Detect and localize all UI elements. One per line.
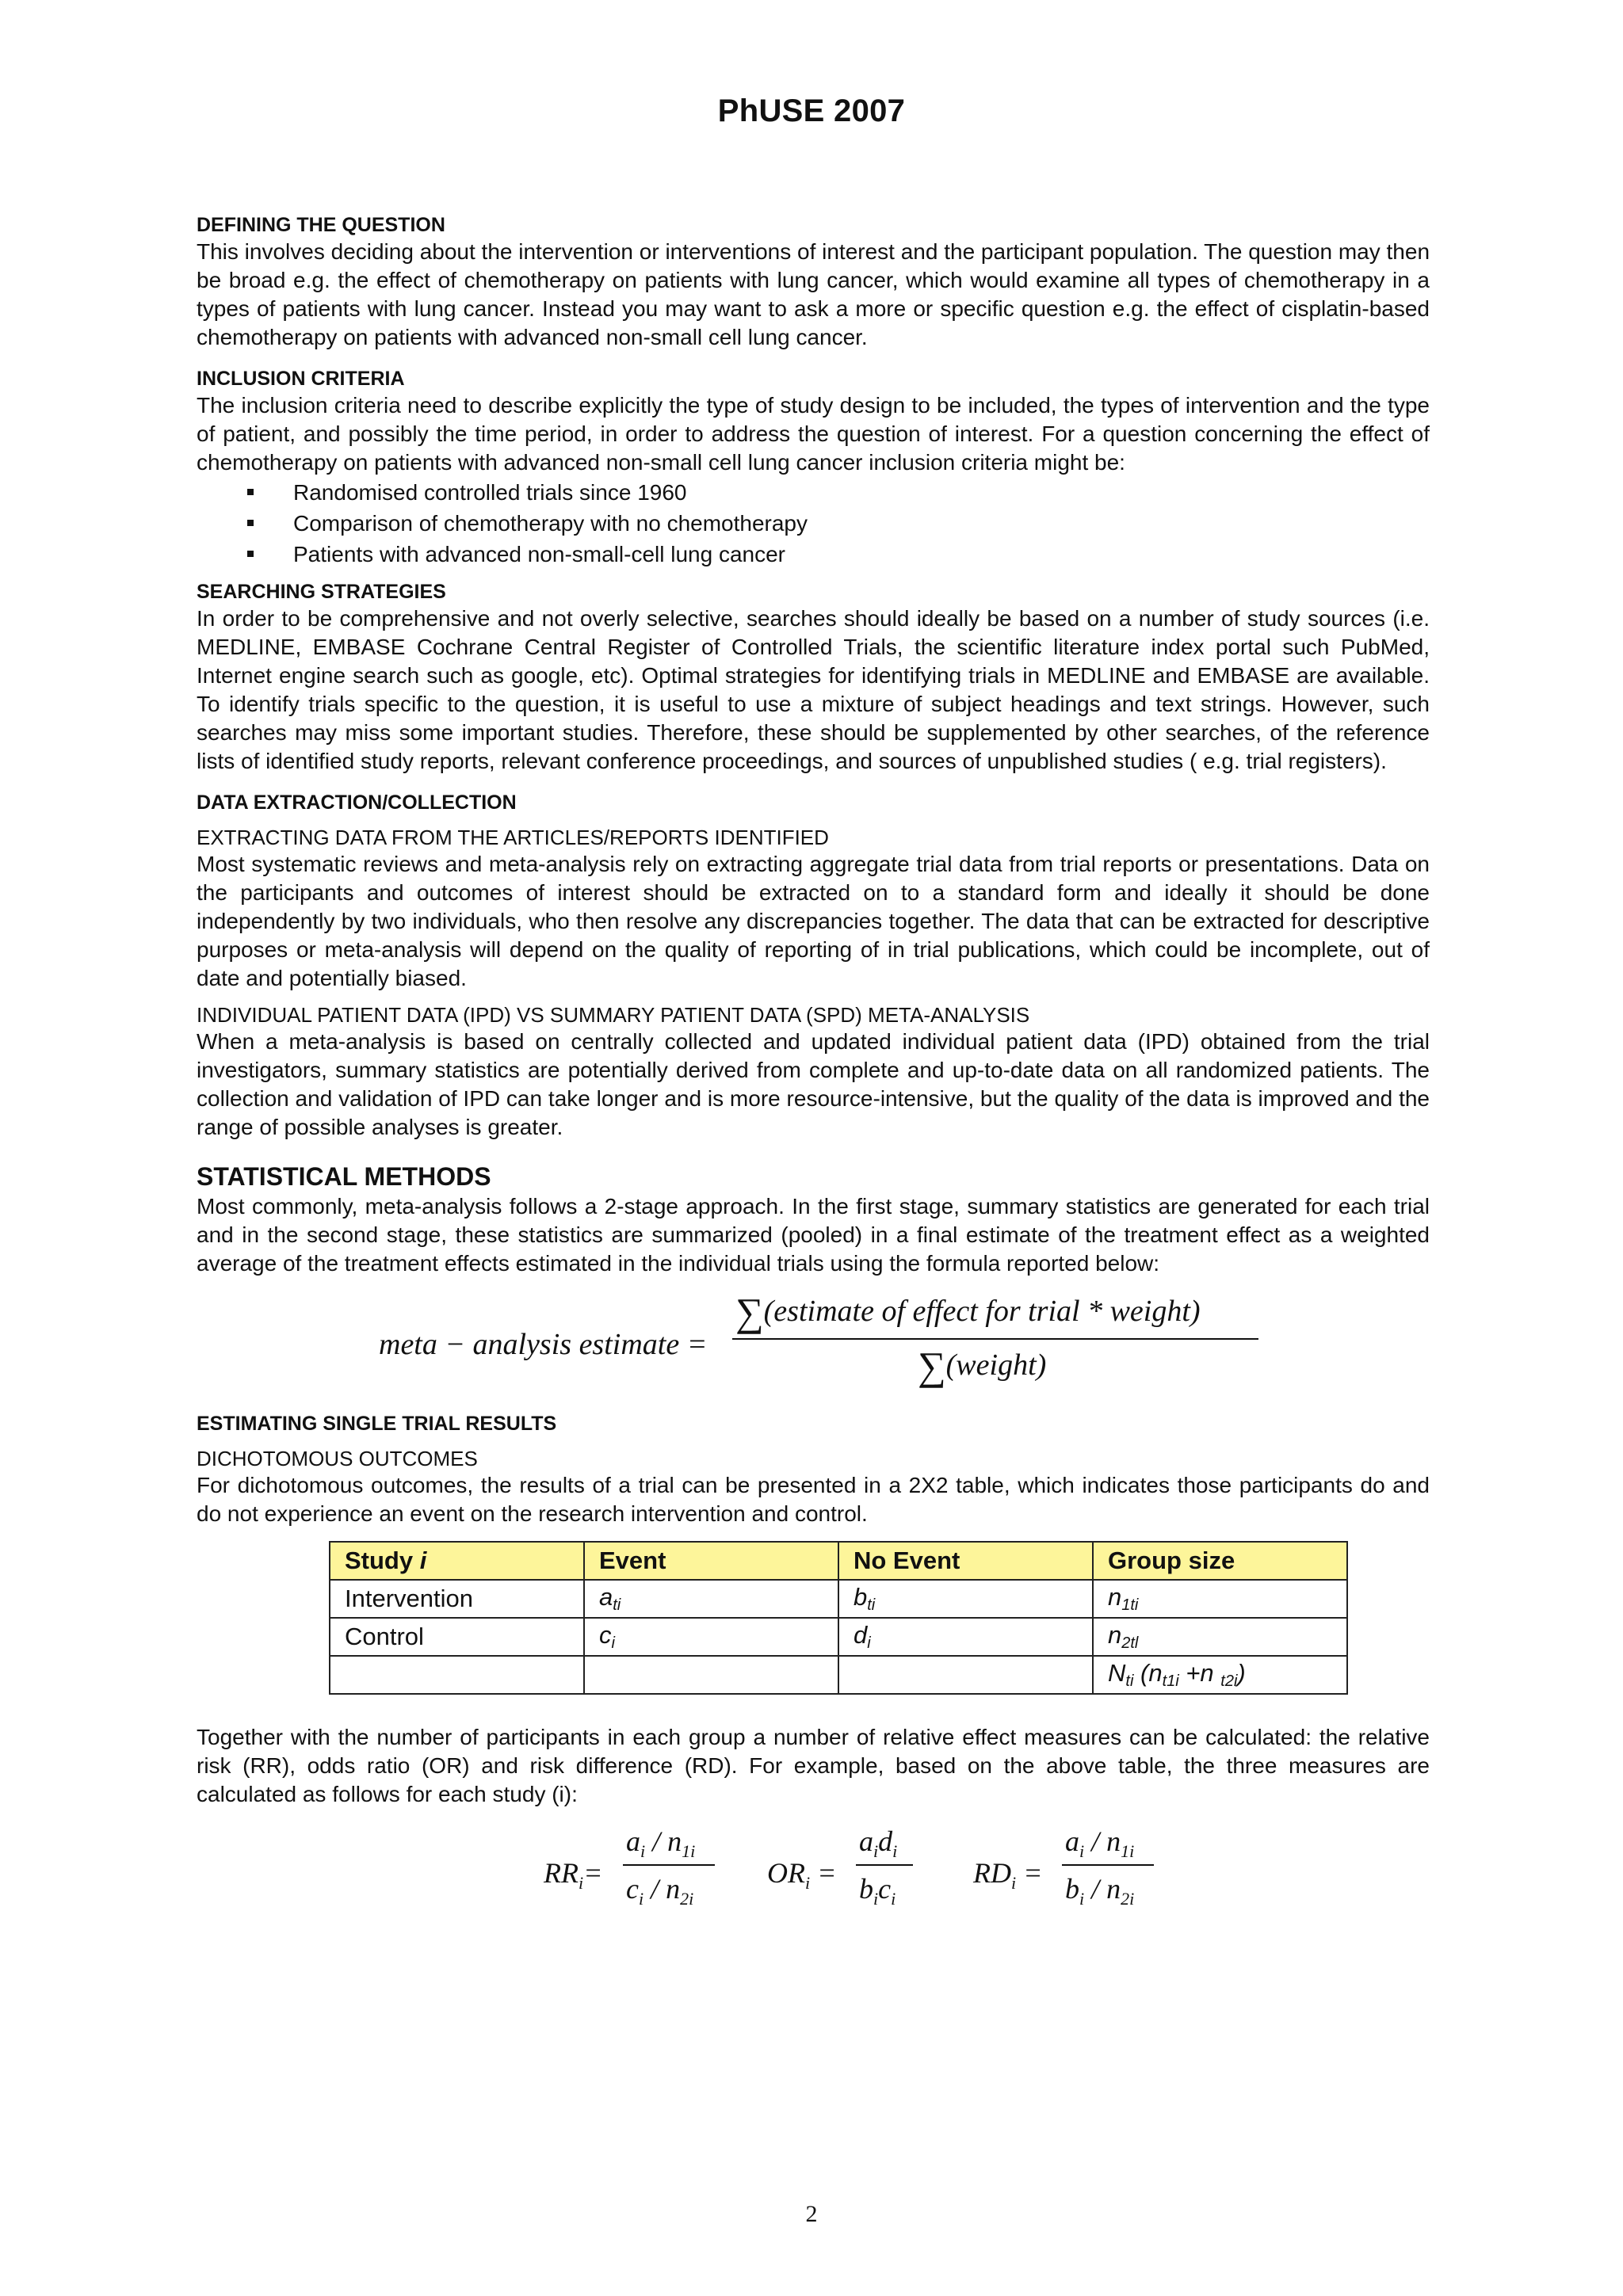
cell-event: $a_{ti}$ <box>584 1580 838 1618</box>
page-number: 2 <box>805 2201 818 2227</box>
paragraph-extracting-data: Most systematic reviews and meta-analysis rely on extracting aggregate trial data from trial reports or presentations. Data on the participants and outcomes of interest should be extracted on to a standard form and ideally it should be done independently by two individuals, who then resolve any discrepancies together. The data that can be extracted for descriptive purposes or meta-analysis will depend on the quality of reporting of in trial publications, which could be incomplete, out of date and potentially biased. <box>197 852 1430 990</box>
cell-event: $c_i$ <box>584 1618 838 1656</box>
paragraph-inclusion-criteria: The inclusion criteria need to describe explicitly the type of study design to be included, the types of intervention and the type of patient, and possibly the time period, in order to address the question of interest. For a question concerning the effect of chemotherapy on patients with advanced non-small cell lung cancer inclusion criteria might be: <box>197 393 1430 475</box>
meta-analysis-formula <box>197 1289 1430 1400</box>
table-row <box>330 1656 1347 1694</box>
empty-cell <box>584 1656 838 1694</box>
page-header-title: PhUSE 2007 <box>717 93 906 128</box>
subheading-extracting-data: EXTRACTING DATA FROM THE ARTICLES/REPORTS IDENTIFIED <box>197 826 829 849</box>
table-header-row <box>330 1542 1347 1580</box>
formula-lhs: meta − analysis estimate = <box>379 1328 708 1361</box>
heading-searching-strategies: SEARCHING STRATEGIES <box>197 581 446 603</box>
cell-group-size: $n_{1ti}$ <box>1093 1580 1347 1618</box>
sigma-symbol: ∑ <box>735 1290 764 1334</box>
paragraph-ipd-vs-spd: When a meta-analysis is based on centrally collected and updated individual patient data (IPD) obtained from the trial investigators, summary statistics are potentially derived from complete and up-to-date data on all randomized patients. The collection and validation of IPD can take longer and is more resource-intensive, but the quality of the data is improved and the range of possible analyses is greater. <box>197 1029 1430 1139</box>
header-study: Study i <box>330 1542 584 1580</box>
empty-cell <box>330 1656 584 1694</box>
list-item: Comparison of chemotherapy with no chemotherapy <box>244 508 1430 539</box>
paragraph-dichotomous-outcomes: For dichotomous outcomes, the results of a trial can be presented in a 2X2 table, which indicates those participants do and do not experience an event on the research intervention and control. <box>197 1473 1430 1526</box>
row-label: Control <box>330 1618 584 1656</box>
paragraph-effect-measures: Together with the number of participants in each group a number of relative effect measures can be calculated: the relative risk (RR), odds ratio (OR) and risk difference (RD). For example, based on the above table, the three measures are calculated as follows for each study (i): <box>197 1725 1430 1806</box>
paragraph-defining-question: This involves deciding about the intervention or interventions of interest and the participant population. The question may then be broad e.g. the effect of chemotherapy on patients with lung cancer, which would examine all types of chemotherapy in a types of patients with lung cancer. Instead you may want to ask a more or specific question e.g. the effect of cisplatin-based chemotherapy on patients with advanced non-small cell lung cancer. <box>197 239 1430 349</box>
sigma-symbol: ∑ <box>918 1344 946 1388</box>
inclusion-bullet-list <box>197 477 1430 570</box>
document-body <box>197 212 1430 1929</box>
list-item: Randomised controlled trials since 1960 <box>244 477 1430 508</box>
paragraph-statistical-methods: Most commonly, meta-analysis follows a 2-stage approach. In the first stage, summary statistics are generated for each trial and in the second stage, these statistics are summarized (pooled) in a final estimate of the treatment effect as a weighted average of the treatment effects estimated in the individual trials using the formula reported below: <box>197 1194 1430 1276</box>
cell-no-event: $d_i$ <box>838 1618 1093 1656</box>
subheading-ipd-vs-spd: INDIVIDUAL PATIENT DATA (IPD) VS SUMMARY PATIENT DATA (SPD) META-ANALYSIS <box>197 1003 1030 1027</box>
heading-data-extraction: DATA EXTRACTION/COLLECTION <box>197 791 517 814</box>
heading-defining-question: DEFINING THE QUESTION <box>197 214 445 236</box>
heading-inclusion-criteria: INCLUSION CRITERIA <box>197 368 405 390</box>
table-row <box>330 1618 1347 1656</box>
formula-numerator: ∑(estimate of effect for trial * weight) <box>735 1290 1201 1334</box>
header-group-size: Group size <box>1093 1542 1347 1580</box>
cell-group-size: $n_{2tl}$ <box>1093 1618 1347 1656</box>
subheading-dichotomous-outcomes: DICHOTOMOUS OUTCOMES <box>197 1447 478 1470</box>
heading-estimating-single-trial: ESTIMATING SINGLE TRIAL RESULTS <box>197 1413 557 1435</box>
cell-total: $N_{ti}$ ($n_{t1i} +n$ $_{t2i}$) <box>1093 1656 1347 1694</box>
cell-no-event: $b_{ti}$ <box>838 1580 1093 1618</box>
effect-measures-formulas: $RR_i=$ $a_i / n_{1i}$ $c_i / n_{2i}$ $OR_i$ = $a_id_i$ $b_ic_i$ $RD_i$ = $a_i / n_{1i}$ $b_i / n_{2i}$ <box>197 1825 1430 1929</box>
header-event: Event <box>584 1542 838 1580</box>
heading-statistical-methods: STATISTICAL METHODS <box>197 1162 491 1191</box>
study-2x2-table <box>329 1541 1348 1695</box>
fraction-bar <box>732 1338 1258 1340</box>
header-no-event: No Event <box>838 1542 1093 1580</box>
formula-denominator: ∑(weight) <box>918 1344 1047 1388</box>
empty-cell <box>838 1656 1093 1694</box>
table-row <box>330 1580 1347 1618</box>
list-item: Patients with advanced non-small-cell lung cancer <box>244 539 1430 570</box>
paragraph-searching-strategies: In order to be comprehensive and not overly selective, searches should ideally be based on a number of study sources (i.e. MEDLINE, EMBASE Cochrane Central Register of Controlled Trials, the scientific literature index portal such PubMed, Internet engine search such as google, etc). Optimal strategies for identifying trials in MEDLINE and EMBASE are available. To identify trials specific to the question, it is useful to use a mixture of subject headings and text strings. However, such searches may miss some important studies. Therefore, these should be supplemented by other searches, of the reference lists of identified study reports, relevant conference proceedings, and sources of unpublished studies ( e.g. trial registers). <box>197 606 1430 773</box>
row-label: Intervention <box>330 1580 584 1618</box>
